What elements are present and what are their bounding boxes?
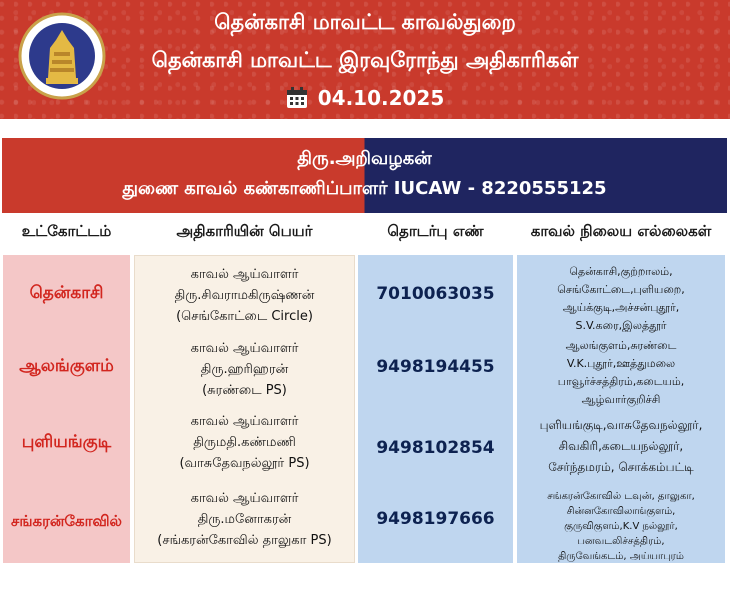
officer-rank: காவல் ஆய்வாளர் (190, 491, 299, 506)
limits-line: பாவூர்ச்சத்திரம்,கடையம், (557, 375, 685, 388)
officer-station: (சுரண்டை PS) (202, 383, 287, 398)
subdivision-4: சங்கரன்கோவில் (11, 512, 122, 530)
officer-rank: காவல் ஆய்வாளர் (190, 414, 299, 429)
phone-number-2: 9498194455 (376, 357, 495, 377)
officer-name: திரு.அறிவழகன் (297, 148, 432, 169)
subdivision-3: புளியங்குடி (21, 432, 112, 452)
district-police-title: தென்காசி மாவட்ட காவல்துறை (214, 10, 516, 34)
header-banner (0, 0, 730, 119)
limits-line: S.V.கரை,இலத்தூர் (575, 319, 667, 332)
officer-cell-3 (135, 411, 354, 474)
officer-station: (சங்கரன்கோவில் தாலுகா PS) (157, 533, 332, 548)
officer-cell-2 (135, 338, 354, 401)
phone-number-4: 9498197666 (376, 509, 495, 529)
limits-cell-3 (523, 415, 719, 478)
limits-line: புளியங்குடி,வாசுதேவநல்லூர், (539, 418, 703, 432)
limits-line: தென்காசி,குற்றாலம், (569, 265, 673, 278)
officer-rank: காவல் ஆய்வாளர் (190, 341, 299, 356)
officer-designation: துணை காவல் கண்காணிப்பாளர் IUCAW - 8220555125 (122, 178, 607, 199)
officer-name: திரு.மனோகரன் (197, 512, 292, 527)
officer-cell-4 (135, 488, 354, 551)
limits-cell-4 (523, 489, 719, 564)
limits-cell-1 (523, 263, 719, 335)
limits-cell-2 (523, 337, 719, 409)
date-row (0, 86, 730, 110)
limits-line: ஆலங்குளம்,சுரண்டை (565, 339, 677, 352)
officer-station: (வாசுதேவநல்லூர் PS) (179, 456, 310, 471)
subdivision-2: ஆலங்குளம் (19, 356, 114, 376)
date-text: 04.10.2025 (317, 86, 445, 110)
col-header-contact: தொடர்பு எண் (387, 222, 484, 240)
limits-line: ஆழ்வார்குறிச்சி (581, 393, 661, 406)
officer-name: திரு.சிவராமகிருஷ்ணன் (174, 288, 315, 303)
officer-station: (செங்கோட்டை Circle) (176, 309, 313, 324)
subdivision-1: தென்காசி (29, 283, 104, 303)
limits-line: குருவிகுளம்,K.V நல்லூர், (564, 521, 678, 532)
calendar-icon (286, 87, 308, 109)
night-patrol-title: தென்காசி மாவட்ட இரவுரோந்து அதிகாரிகள் (151, 48, 579, 72)
limits-line: சிவகிரி,கடையநல்லூர், (558, 439, 684, 453)
limits-column (517, 255, 725, 563)
subdivision-column (3, 255, 130, 563)
officer-cell-1 (135, 264, 354, 327)
officer-name: திருமதி.கண்மணி (193, 435, 296, 450)
col-header-limits: காவல் நிலைய எல்லைகள் (530, 222, 712, 240)
limits-line: சின்னகோவிலாங்குளம், (566, 506, 676, 517)
limits-line: பனவடலிச்சத்திரம், (577, 536, 665, 547)
phone-number-3: 9498102854 (376, 438, 495, 458)
officer-name: திரு.ஹரிஹரன் (200, 362, 289, 377)
supervising-officer-box (2, 138, 727, 213)
limits-line: செங்கோட்டை,புளியறை, (557, 283, 685, 296)
col-header-subdivision: உட்கோட்டம் (21, 222, 112, 240)
limits-line: சேர்ந்தமரம், சொக்கம்பட்டி (548, 460, 694, 474)
col-header-officer-name: அதிகாரியின் பெயர் (176, 222, 313, 240)
limits-line: ஆய்க்குடி,அச்சன்புதூர், (562, 301, 680, 314)
contact-column (358, 255, 513, 563)
limits-line: திருவேங்கடம், அய்யாபுரம் (558, 551, 684, 562)
officer-column (134, 255, 355, 563)
phone-number-1: 7010063035 (376, 284, 495, 304)
limits-line: V.K.புதூர்,ஊத்துமலை (566, 357, 676, 370)
limits-line: சங்கரன்கோவில் டவுன், தாலுகா, (547, 491, 695, 502)
officer-rank: காவல் ஆய்வாளர் (190, 267, 299, 282)
